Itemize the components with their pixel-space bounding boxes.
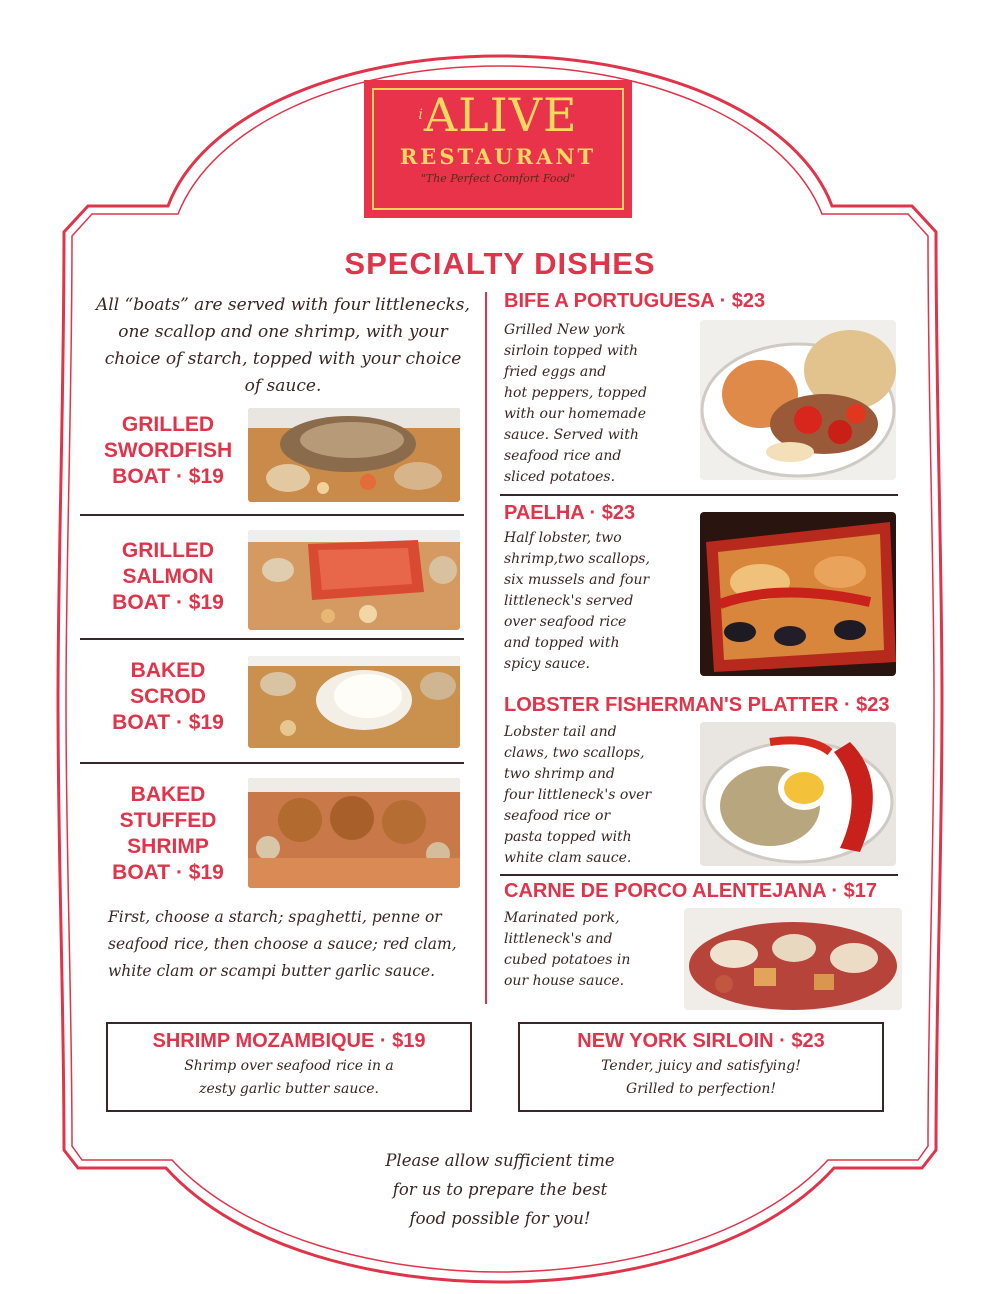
boat-swordfish [80,404,464,508]
divider-line [500,494,898,496]
logo-subtitle: RESTAURANT [399,144,597,169]
desc-line: over seafood rice [504,614,627,630]
boats-intro: All “boats” are served with four littlenecks, one scallop and one shrimp, with your choice of starch, topped with your choice of sauce. [96,295,470,396]
desc-line: hot peppers, topped [504,385,647,401]
desc-line: our house sauce. [504,973,625,989]
box-dish-name: NEW YORK SIRLOIN [577,1030,774,1052]
new-york-sirloin-box [518,1022,884,1112]
dish-heading: LOBSTER FISHERMAN'S PLATTER · $23 [504,694,890,716]
desc-line: spicy sauce. [504,656,590,672]
dish-description [504,320,647,488]
dish-name: PAELHA [504,502,584,524]
boat-name-line: SHRIMP [127,835,209,858]
dish-heading: BIFE A PORTUGUESA · $23 [504,290,766,312]
boat-name-line: BAKED [130,783,206,806]
starch-sauce-note: First, choose a starch; spaghetti, penne or seafood rice, then choose a sauce; red clam, white clam or scampi butter garlic sauce. [108,908,457,980]
desc-line: seafood rice and [504,448,622,464]
boat-name-word: BOAT [112,861,171,884]
desc-line: sliced potatoes. [504,469,616,485]
dish-name: BIFE A PORTUGUESA [504,290,715,312]
logo-brand-prefix: i [418,107,424,123]
boat-name-line: BOAT · $19 [112,465,224,488]
box-dish-name: SHRIMP MOZAMBIQUE [152,1030,375,1052]
boat-name [90,658,246,736]
desc-line: two shrimp and [504,766,615,782]
dish-price: $23 [731,290,766,312]
dish-paelha [504,502,900,680]
desc-line: Marinated pork, [504,910,620,926]
footer-note [300,1146,700,1233]
dish-description [504,528,650,675]
box-heading: NEW YORK SIRLOIN · $23 [577,1030,825,1052]
boat-price: $19 [188,465,224,488]
dish-bife-a-portuguesa [504,290,900,490]
boat-price: $19 [188,711,224,734]
desc-line: with our homemade [504,406,647,422]
boat-name [90,412,246,490]
desc-line: sirloin topped with [504,343,638,359]
boat-name-line: GRILLED [121,413,215,436]
shrimp-mozambique-box [106,1022,472,1112]
dish-name: LOBSTER FISHERMAN'S PLATTER [504,694,839,716]
swordfish-photo [248,408,460,502]
boat-price: $19 [188,861,224,884]
paelha-photo [700,512,896,676]
desc-line: and topped with [504,635,620,651]
footer-line: for us to prepare the best [392,1180,608,1199]
desc-line: shrimp,two scallops, [504,551,650,567]
desc-line: pasta topped with [504,829,632,845]
column-divider [485,292,487,1004]
dish-heading: CARNE DE PORCO ALENTEJANA · $17 [504,880,878,902]
divider-line [500,874,898,876]
desc-line: littleneck's and [504,931,613,947]
boat-name-line: SWORDFISH [103,439,233,462]
dish-price: $17 [843,880,878,902]
boat-name-line: BOAT · $19 [112,861,224,884]
footer-line: food possible for you! [409,1209,591,1228]
desc-line: Grilled to perfection! [626,1081,776,1097]
dish-price: $23 [601,502,636,524]
boat-name-word: BOAT [112,465,171,488]
desc-line: six mussels and four [504,572,650,588]
desc-line: claws, two scallops, [504,745,645,761]
desc-line: Tender, juicy and satisfying! [601,1058,801,1074]
desc-line: littleneck's served [504,593,634,609]
boat-name [90,538,246,616]
boat-stuffed-shrimp [80,774,464,898]
salmon-photo [248,530,460,630]
logo-brand [364,88,632,142]
desc-line: fried eggs and [504,364,607,380]
desc-line: Half lobster, two [504,530,622,546]
box-description [108,1055,470,1101]
desc-line: Grilled New york [504,322,626,338]
box-heading: SHRIMP MOZAMBIQUE · $19 [152,1030,426,1052]
dish-name: CARNE DE PORCO ALENTEJANA [504,880,826,902]
desc-line: cubed potatoes in [504,952,631,968]
boat-name-line: SALMON [122,565,214,588]
stuffed-shrimp-photo [248,778,460,888]
desc-line: white clam sauce. [504,850,632,866]
desc-line: Shrimp over seafood rice in a [184,1058,394,1074]
dish-description [504,722,651,869]
desc-line: sauce. Served with [504,427,639,443]
boat-name-line: GRILLED [121,539,215,562]
divider-line [80,514,464,516]
dish-heading: PAELHA · $23 [504,502,636,524]
boat-scrod [80,650,464,758]
divider-line [80,638,464,640]
box-description [520,1055,882,1101]
boat-name [90,782,246,886]
boat-salmon [80,526,464,634]
boat-name-line: BOAT · $19 [112,711,224,734]
boat-name-line: BOAT · $19 [112,591,224,614]
box-dish-price: $23 [791,1030,825,1052]
box-dish-price: $19 [392,1030,426,1052]
dish-lobster-fishermans-platter [504,694,900,870]
scrod-photo [248,656,460,748]
lobster-platter-photo [700,722,896,866]
boat-name-line: STUFFED [119,809,217,832]
desc-line: seafood rice or [504,808,611,824]
footer-line: Please allow sufficient time [385,1151,615,1170]
dish-price: $23 [856,694,890,716]
divider-line [80,762,464,764]
bife-photo [700,320,896,480]
logo-brand-name: ALIVE [423,88,578,142]
boat-name-word: BOAT [112,711,171,734]
boat-name-line: SCROD [130,685,206,708]
desc-line: Lobster tail and [504,724,617,740]
dish-description [504,908,630,992]
desc-line: four littleneck's over [504,787,652,803]
desc-line: zesty garlic butter sauce. [199,1081,379,1097]
carne-de-porco-photo [684,908,902,1010]
boat-name-word: BOAT [112,591,171,614]
restaurant-logo [364,80,632,218]
logo-tagline: "The Perfect Comfort Food" [420,172,576,185]
dish-carne-de-porco-alentejana [504,880,900,1010]
page-title: SPECIALTY DISHES [344,246,656,281]
boat-price: $19 [188,591,224,614]
boat-name-line: BAKED [130,659,206,682]
